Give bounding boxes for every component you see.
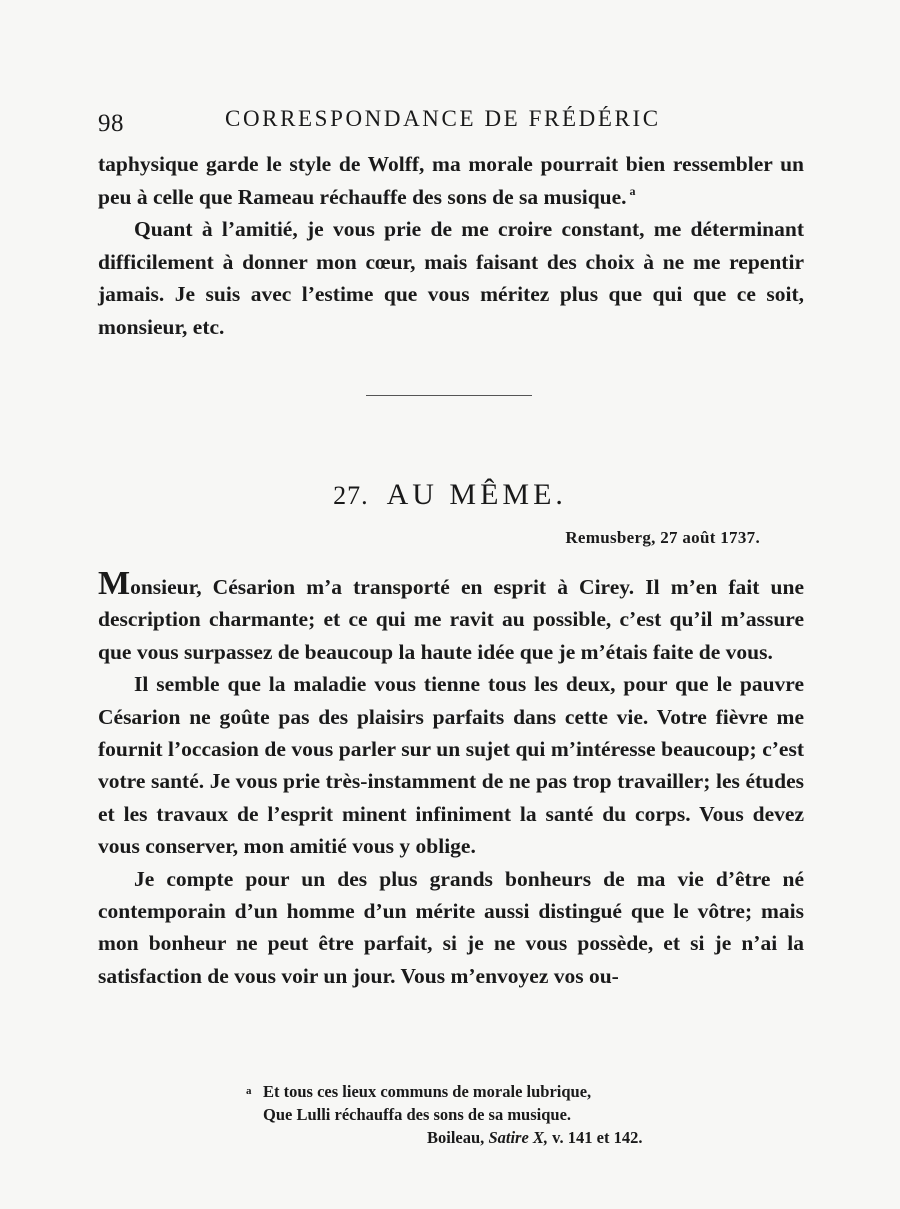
citation-work: Satire X, bbox=[488, 1128, 549, 1147]
letter-paragraph-2: Il semble que la maladie vous tienne tous les deux, pour que le pauvre Césarion ne goûte pas des plaisirs parfaits dans cette vie. Votre fièvre me fournit l’occasion de vous parler sur un sujet qui m’intéresse beaucoup; c’est votre santé. Je vous prie très-instamment de ne pas trop travailler; les études et les travaux de l’esprit minent infiniment la santé du corps. Vous devez vous conserver, mon amitié vous y oblige. bbox=[98, 672, 804, 859]
footnote-citation bbox=[246, 1126, 706, 1149]
footnote-verse-1: Et tous ces lieux communs de morale lubrique, bbox=[263, 1082, 592, 1101]
continued-paragraph-1-text: taphysique garde le style de Wolff, ma morale pourrait bien ressembler un peu à celle que Rameau réchauffe des sons de sa musique. bbox=[98, 152, 804, 209]
citation-verses: v. 141 et 142. bbox=[552, 1128, 643, 1147]
section-divider bbox=[366, 395, 532, 396]
continued-paragraph-1 bbox=[98, 148, 804, 213]
drop-cap: M bbox=[98, 565, 131, 602]
letter-title: AU MÊME. bbox=[386, 478, 567, 511]
letter-paragraph-3: Je compte pour un des plus grands bonheurs de ma vie d’être né contemporain d’un homme d’un mérite aussi distingué que le vôtre; mais mon bonheur ne peut être parfait, si je ne vous possède, et si je n’ai la satisfaction de vous voir un jour. Vous m’envoyez vos ou- bbox=[98, 866, 804, 988]
footnote-mark: a bbox=[246, 1085, 252, 1097]
letter-paragraph-1 bbox=[98, 567, 804, 668]
letter-heading bbox=[0, 478, 900, 512]
letter-body bbox=[98, 567, 804, 992]
footnote-verse-2: Que Lulli réchauffa des sons de sa musique. bbox=[263, 1105, 572, 1124]
letter-dateline: Remusberg, 27 août 1737. bbox=[565, 528, 760, 547]
continued-paragraph-2: Quant à l’amitié, je vous prie de me croire constant, me déterminant difficilement à donner mon cœur, mais faisant des choix à ne me repentir jamais. Je suis avec l’estime que vous méritez plus que qui que ce soit, monsieur, etc. bbox=[98, 217, 804, 339]
footnote-reference: a bbox=[629, 184, 636, 199]
footnote bbox=[246, 1080, 706, 1149]
continued-letter-text bbox=[98, 148, 804, 344]
letter-paragraph-1-text: onsieur, Césarion m’a transporté en esprit à Cirey. Il m’en fait une description charmante; et ce qui me ravit au possible, c’est qu’il m’assure que vous surpassez de beaucoup la haute idée que je m’étais faite de vous. bbox=[98, 575, 804, 664]
letter-number: 27. bbox=[333, 481, 369, 510]
page-header bbox=[98, 104, 798, 140]
citation-author: Boileau, bbox=[427, 1128, 485, 1147]
running-head: CORRESPONDANCE DE FRÉDÉRIC bbox=[225, 106, 661, 131]
page-number: 98 bbox=[98, 110, 124, 137]
footnote-line-1 bbox=[246, 1080, 706, 1103]
